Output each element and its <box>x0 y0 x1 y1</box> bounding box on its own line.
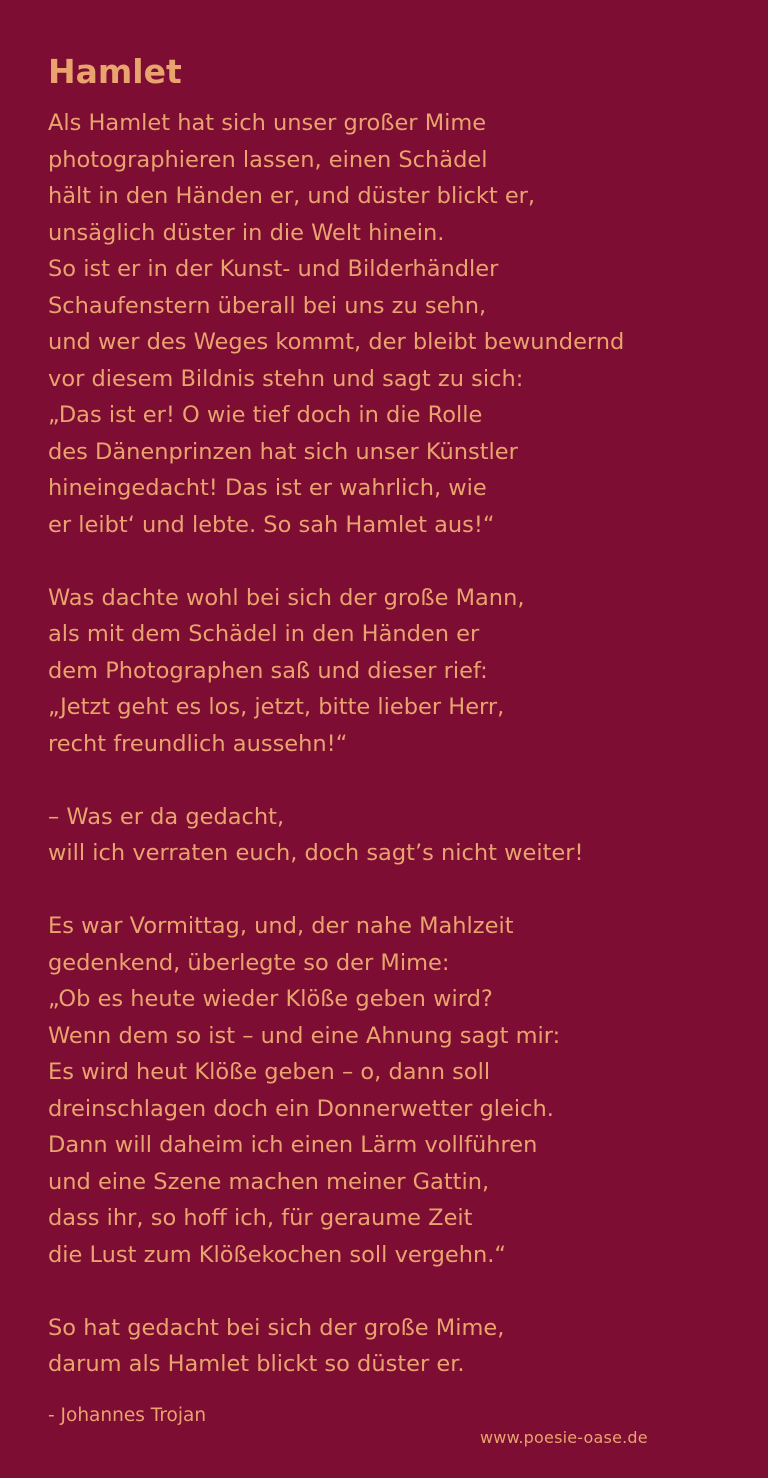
poem-line: Dann will daheim ich einen Lärm vollführen <box>48 1132 538 1158</box>
website-url: www.poesie-oase.de <box>480 1428 648 1447</box>
poem-author: - Johannes Trojan <box>48 1405 207 1426</box>
poem-line: photographieren lassen, einen Schädel <box>48 146 488 173</box>
poem-line: er leibt‘ und lebte. So sah Hamlet aus!“ <box>48 511 495 538</box>
poem-line: und eine Szene machen meiner Gattin, <box>48 1168 490 1195</box>
poem-line: Es war Vormittag, und, der nahe Mahlzeit <box>48 913 514 939</box>
poem-line: „Das ist er! O wie tief doch in die Rolle <box>48 402 483 428</box>
poem-line: recht freundlich aussehn!“ <box>48 730 348 757</box>
poem-line: „Jetzt geht es los, jetzt, bitte lieber Herr, <box>48 694 505 720</box>
stanza-break <box>48 543 738 580</box>
poem-line: unsäglich düster in die Welt hinein. <box>48 219 445 246</box>
poem-line: Wenn dem so ist – und eine Ahnung sagt mir: <box>48 1022 561 1049</box>
poem-line: hineingedacht! Das ist er wahrlich, wie <box>48 475 487 501</box>
stanza-break <box>48 762 738 799</box>
stanza-break <box>48 1273 738 1310</box>
poem-line: will ich verraten euch, doch sagt’s nicht weiter! <box>48 840 584 866</box>
poem-line: die Lust zum Klößekochen soll vergehn.“ <box>48 1241 507 1268</box>
poem-line: Was dachte wohl bei sich der große Mann, <box>48 584 525 611</box>
poem-body <box>48 105 738 1383</box>
poem-line: gedenkend, überlegte so der Mime: <box>48 949 450 976</box>
poem-line: Schaufenstern überall bei uns zu sehn, <box>48 292 487 319</box>
poem-line: als mit dem Schädel in den Händen er <box>48 621 480 647</box>
poem-line: Als Hamlet hat sich unser großer Mime <box>48 110 487 136</box>
poem-line: dem Photographen saß und dieser rief: <box>48 657 488 684</box>
poem-line: und wer des Weges kommt, der bleibt bewundernd <box>48 329 625 355</box>
poem-line: dass ihr, so hoff ich, für geraume Zeit <box>48 1205 473 1231</box>
poem-line: darum als Hamlet blickt so düster er. <box>48 1351 465 1377</box>
poem-line: „Ob es heute wieder Klöße geben wird? <box>48 986 493 1012</box>
poem-line: dreinschlagen doch ein Donnerwetter gleich. <box>48 1095 554 1122</box>
poem-line: So ist er in der Kunst- und Bilderhändler <box>48 256 499 282</box>
poem-line: hält in den Händen er, und düster blickt er, <box>48 183 536 209</box>
poem-line: des Dänenprinzen hat sich unser Künstler <box>48 438 518 465</box>
poem-title: Hamlet <box>48 52 182 91</box>
poem-line: Es wird heut Klöße geben – o, dann soll <box>48 1059 491 1085</box>
poem-line: So hat gedacht bei sich der große Mime, <box>48 1314 505 1341</box>
poem-line: – Was er da gedacht, <box>48 803 285 830</box>
poem-line: vor diesem Bildnis stehn und sagt zu sich: <box>48 365 524 392</box>
stanza-break <box>48 872 738 909</box>
